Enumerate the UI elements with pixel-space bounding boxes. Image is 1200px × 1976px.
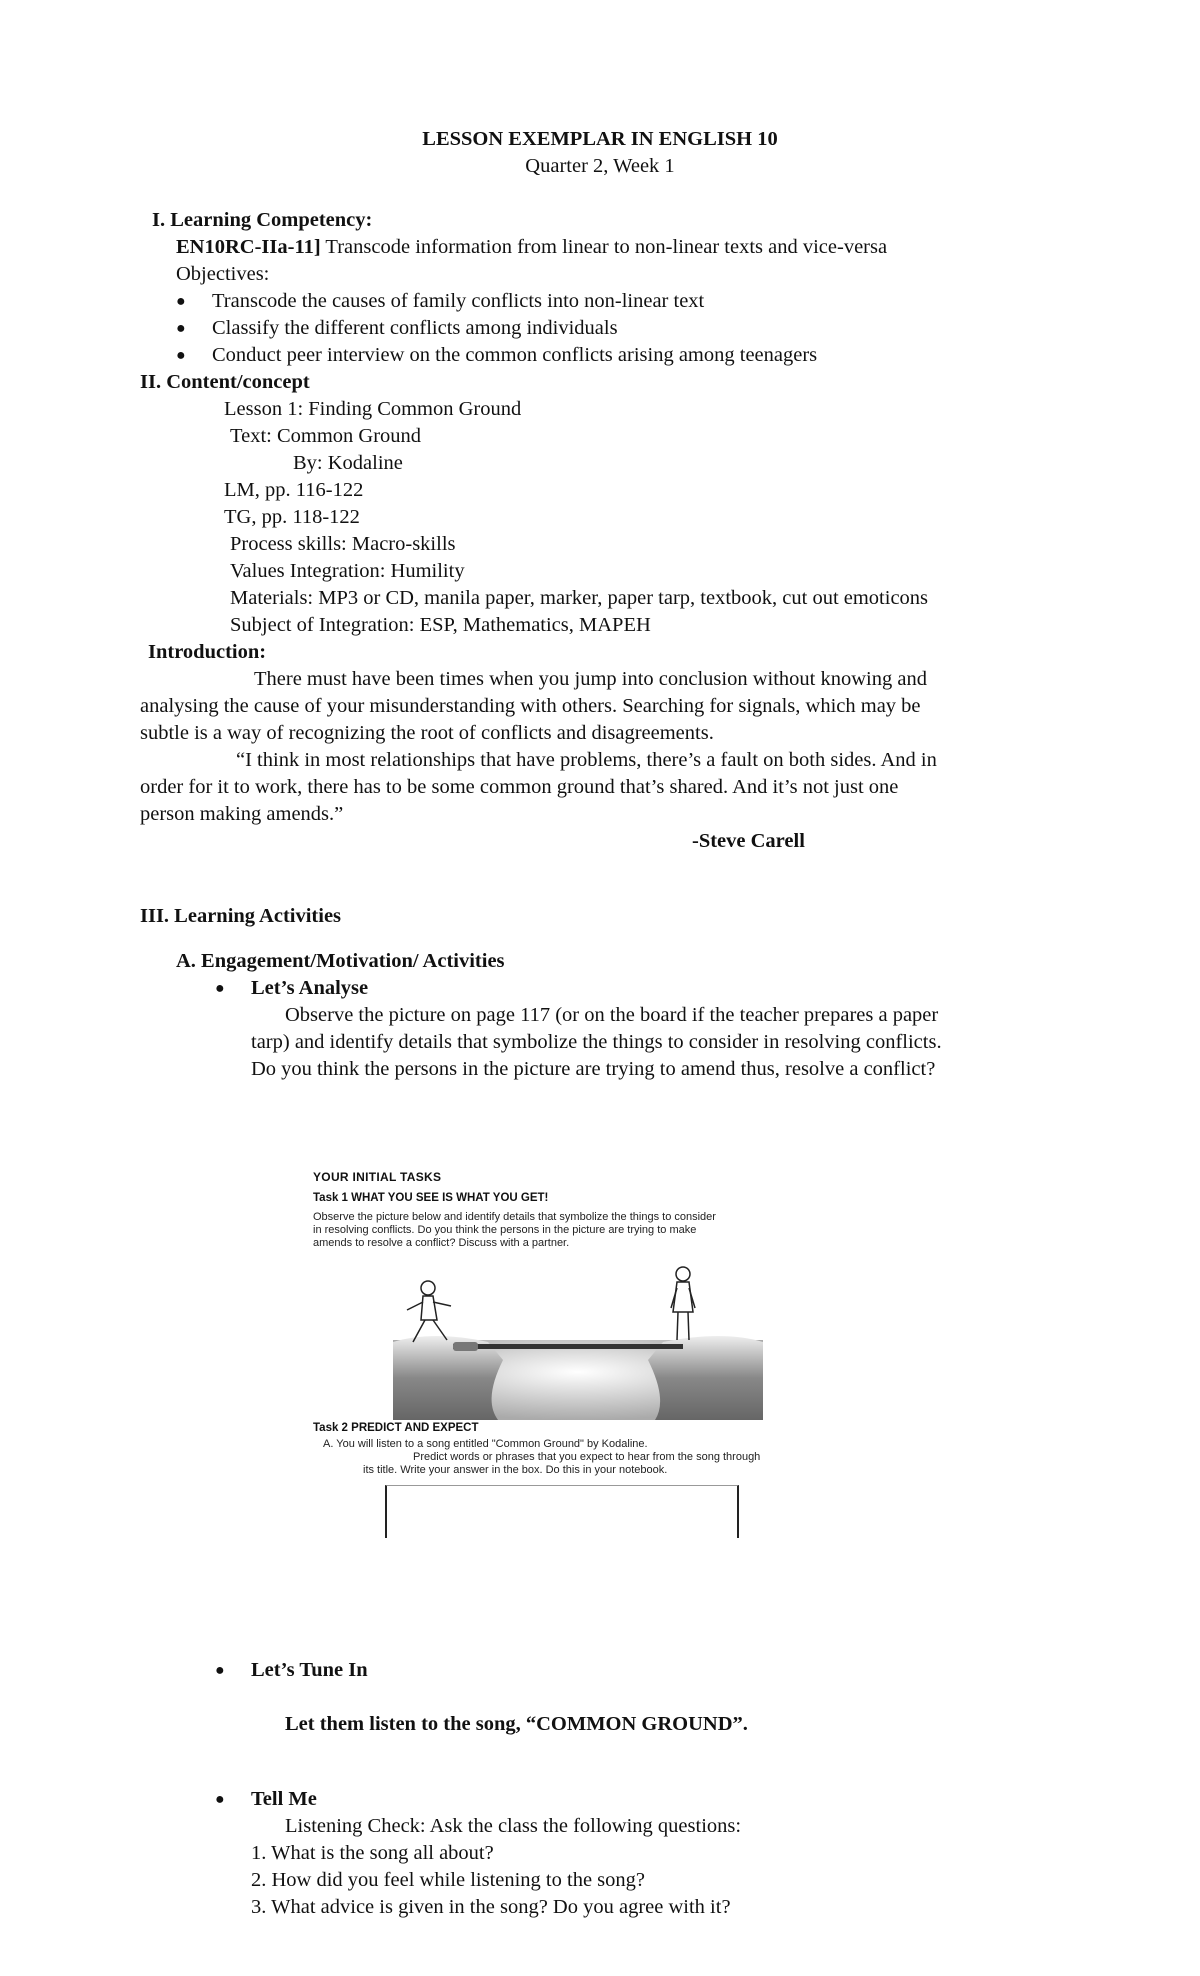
quote-author: -Steve Carell xyxy=(692,830,805,852)
content-line: Process skills: Macro-skills xyxy=(230,533,456,555)
analyse-line: Observe the picture on page 117 (or on the board if the teacher prepares a paper xyxy=(285,1004,939,1026)
quote-line: person making amends.” xyxy=(140,803,344,825)
section-1-heading: I. Learning Competency: xyxy=(152,209,373,231)
figure-task1-text: amends to resolve a conflict? Discuss with a partner. xyxy=(313,1237,570,1249)
section-2-heading: II. Content/concept xyxy=(140,371,310,393)
person-right-icon xyxy=(671,1267,695,1340)
question-item: 2. How did you feel while listening to the song? xyxy=(251,1869,645,1891)
tell-me-intro: Listening Check: Ask the class the following questions: xyxy=(285,1815,742,1837)
bullet-icon: ● xyxy=(215,980,225,997)
bullet-icon: ● xyxy=(176,293,186,310)
analyse-line: Do you think the persons in the picture are trying to amend thus, resolve a conflict? xyxy=(251,1058,936,1080)
bullet-icon: ● xyxy=(176,320,186,337)
document-subtitle: Quarter 2, Week 1 xyxy=(525,155,675,177)
figure-task1-title: Task 1 WHAT YOU SEE IS WHAT YOU GET! xyxy=(313,1192,549,1204)
figure-task2-text: Predict words or phrases that you expect to hear from the song through xyxy=(413,1451,761,1463)
content-line: TG, pp. 118-122 xyxy=(224,506,360,528)
answer-box xyxy=(385,1485,739,1538)
engagement-heading: A. Engagement/Motivation/ Activities xyxy=(176,950,505,972)
content-line: Materials: MP3 or CD, manila paper, marker, paper tarp, textbook, cut out emoticons xyxy=(230,587,929,609)
section-3-heading: III. Learning Activities xyxy=(140,905,342,927)
objective-item: Classify the different conflicts among individuals xyxy=(212,317,618,339)
competency-code: EN10RC-IIa-11] xyxy=(176,236,321,258)
analyse-line: tarp) and identify details that symbolize the things to consider in resolving conflicts. xyxy=(251,1031,942,1053)
content-line: By: Kodaline xyxy=(293,452,403,474)
objectives-label: Objectives: xyxy=(176,263,270,285)
figure-task1-text: Observe the picture below and identify details that symbolize the things to consider xyxy=(313,1211,716,1223)
quote-line: order for it to work, there has to be some common ground that’s shared. And it’s not just one xyxy=(140,776,899,798)
figure-task2-text: A. You will listen to a song entitled "Common Ground" by Kodaline. xyxy=(323,1438,648,1450)
bullet-icon: ● xyxy=(215,1662,225,1679)
content-line: LM, pp. 116-122 xyxy=(224,479,364,501)
objective-item: Conduct peer interview on the common conflicts arising among teenagers xyxy=(212,344,818,366)
bullet-icon: ● xyxy=(215,1791,225,1808)
person-left-icon xyxy=(407,1281,451,1342)
introduction-heading: Introduction: xyxy=(148,641,267,663)
question-item: 1. What is the song all about? xyxy=(251,1842,494,1864)
objective-item: Transcode the causes of family conflicts into non-linear text xyxy=(212,290,705,312)
intro-paragraph-line: subtle is a way of recognizing the root of conflicts and disagreements. xyxy=(140,722,714,744)
content-line: Text: Common Ground xyxy=(230,425,422,447)
question-item: 3. What advice is given in the song? Do you agree with it? xyxy=(251,1896,731,1918)
tune-in-line: Let them listen to the song, “COMMON GROUND”. xyxy=(285,1713,748,1735)
bullet-icon: ● xyxy=(176,347,186,364)
content-line: Subject of Integration: ESP, Mathematics, MAPEH xyxy=(230,614,651,636)
bridge-illustration xyxy=(393,1260,763,1420)
figure-task2-text: its title. Write your answer in the box. Do this in your notebook. xyxy=(363,1464,668,1476)
competency-text: Transcode information from linear to non-linear texts and vice-versa xyxy=(320,236,888,258)
textbook-excerpt-image xyxy=(313,1160,833,1540)
intro-paragraph-line: analysing the cause of your misunderstanding with others. Searching for signals, which may be xyxy=(140,695,921,717)
tell-me-title: Tell Me xyxy=(251,1788,317,1810)
figure-heading: YOUR INITIAL TASKS xyxy=(313,1170,442,1184)
quote-line: “I think in most relationships that have problems, there’s a fault on both sides. And in xyxy=(236,749,937,771)
figure-task2-title: Task 2 PREDICT AND EXPECT xyxy=(313,1422,479,1434)
tune-in-title: Let’s Tune In xyxy=(251,1659,368,1681)
content-line: Lesson 1: Finding Common Ground xyxy=(224,398,522,420)
competency-line xyxy=(176,234,887,261)
content-line: Values Integration: Humility xyxy=(230,560,465,582)
intro-paragraph-line: There must have been times when you jump into conclusion without knowing and xyxy=(254,668,927,690)
document-title: LESSON EXEMPLAR IN ENGLISH 10 xyxy=(422,128,778,150)
lets-analyse-title: Let’s Analyse xyxy=(251,977,369,999)
figure-task1-text: in resolving conflicts. Do you think the persons in the picture are trying to make xyxy=(313,1224,697,1236)
